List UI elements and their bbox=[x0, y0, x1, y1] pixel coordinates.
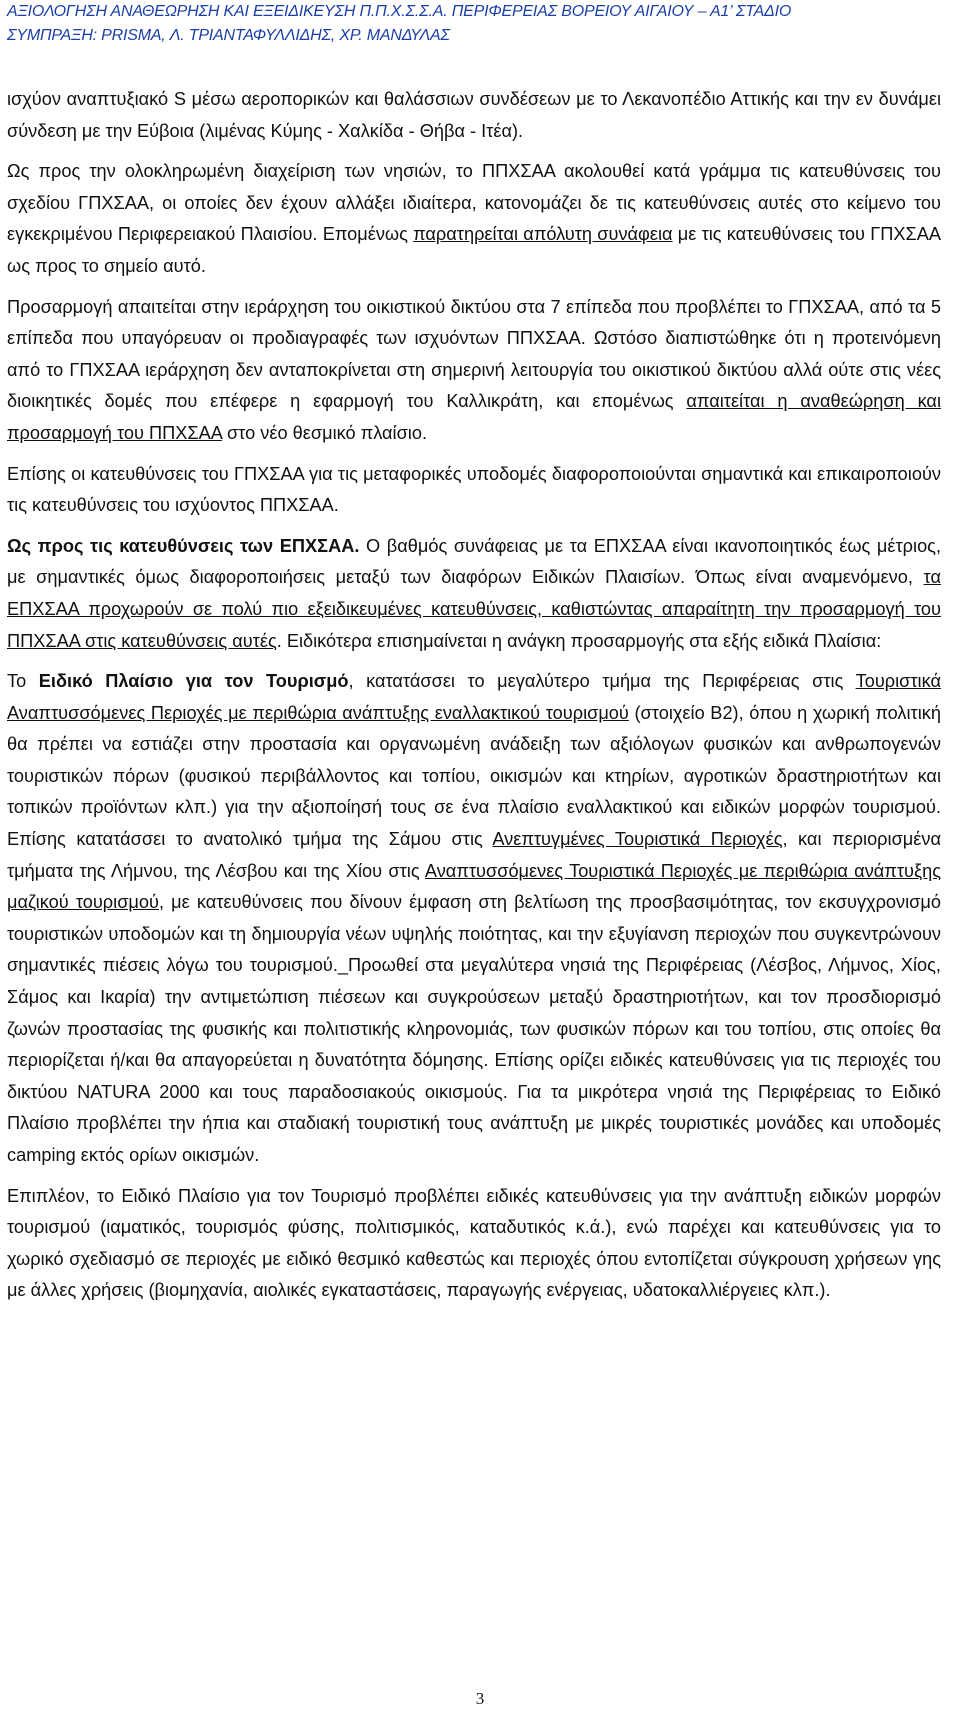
paragraph-text: στο νέο θεσμικό πλαίσιο. bbox=[221, 422, 428, 443]
paragraph-text: ισχύον αναπτυξιακό S μέσω αεροπορικών και θαλάσσιων συνδέσεων με το Λεκανοπέδιο Αττικής και την εν δυνάμει σύνδεση με την Εύβοια (λιμένας Κύμης - Χαλκίδα - Θήβα - Ιτέα). bbox=[7, 89, 941, 141]
paragraph bbox=[7, 156, 941, 282]
paragraph-text: . Ειδικότερα επισημαίνεται η ανάγκη προσαρμογής στα εξής ειδικά Πλαίσια: bbox=[276, 630, 882, 651]
underlined-text: Ανεπτυγμένες Τουριστικά Περιοχές bbox=[492, 829, 783, 850]
paragraph bbox=[7, 531, 941, 657]
paragraph-text: Ο βαθμός συνάφειας με τα ΕΠΧΣΑΑ είναι ικανοποιητικός έως μέτριος, με σημαντικές όμως διαφοροποιήσεις μεταξύ των διαφόρων Ειδικών Πλαισίων. Όπως είναι αναμενόμενο, bbox=[7, 535, 941, 588]
bold-heading-text: Ως προς τις κατευθύνσεις των ΕΠΧΣΑΑ. bbox=[7, 535, 360, 556]
bold-text: Ειδικό Πλαίσιο για τον Τουρισμό bbox=[38, 671, 349, 692]
paragraph bbox=[7, 459, 941, 522]
paragraph-text: με τις κατευθύνσεις του ΓΠΧΣΑΑ ως προς το σημείο αυτό. bbox=[7, 224, 941, 276]
header-subtitle: ΣΥΜΠΡΑΞΗ: PRISMA, Λ. ΤΡΙΑΝΤΑΦΥΛΛΙΔΗΣ, ΧΡ. ΜΑΝΔΥΛΑΣ bbox=[7, 27, 450, 44]
underlined-text: τα ΕΠΧΣΑΑ προχωρούν σε πολύ πιο εξειδικευμένες κατευθύνσεις, καθιστώντας απαραίτητη την προσαρμογή του ΠΠΧΣΑΑ στις κατευθύνσεις αυτές bbox=[7, 567, 941, 651]
paragraph-text: Προσαρμογή απαιτείται στην ιεράρχηση του οικιστικού δικτύου στα 7 επίπεδα που προβλέπει το ΓΠΧΣΑΑ, από τα 5 επίπεδα που υπαγόρευαν οι προδιαγραφές των ισχυόντων ΠΠΧΣΑΑ. Ωστόσο διαπιστώθηκε ότι η προτεινόμενη από το ΓΠΧΣΑΑ ιεράρχηση δεν ανταποκρίνεται στη σημερινή λειτουργία του οικιστικού δικτύου αλλά ούτε στις νέες διοικητικές δομές που επέφερε η εφαρμογή του Καλλικράτη, και επομένως bbox=[7, 296, 941, 412]
paragraph bbox=[7, 292, 941, 450]
page-header bbox=[0, 0, 960, 50]
header-title: ΑΞΙΟΛΟΓΗΣΗ ΑΝΑΘΕΩΡΗΣΗ ΚΑΙ ΕΞΕΙΔΙΚΕΥΣΗ Π.Π.Χ.Σ.Σ.Α. ΠΕΡΙΦΕΡΕΙΑΣ ΒΟΡΕΙΟΥ ΑΙΓΑΙΟΥ – Α1’ ΣΤΑΔΙΟ bbox=[7, 3, 792, 20]
paragraph bbox=[7, 1181, 941, 1307]
paragraph-text: Επίσης οι κατευθύνσεις του ΓΠΧΣΑΑ για τις μεταφορικές υποδομές διαφοροποιούνται σημαντικά και επικαιροποιούν τις κατευθύνσεις του ισχύοντος ΠΠΧΣΑΑ. bbox=[7, 463, 941, 516]
paragraph-text: Ως προς την ολοκληρωμένη διαχείριση των νησιών, το ΠΠΧΣΑΑ ακολουθεί κατά γράμμα τις κατευθύνσεις του σχεδίου ΓΠΧΣΑΑ, οι οποίες δεν έχουν αλλάξει ιδιαίτερα, κατονομάζει δε τις κατευθύνσεις αυτές στο κείμενο του εγκεκριμένου Περιφερειακού Πλαισίου. Επομένως bbox=[7, 161, 941, 245]
underlined-text: απαιτείται η αναθεώρηση και προσαρμογή του ΠΠΧΣΑΑ bbox=[7, 391, 941, 443]
paragraph bbox=[7, 666, 941, 1172]
paragraph bbox=[7, 84, 941, 147]
page-number: 3 bbox=[475, 1689, 485, 1708]
paragraph-text: (στοιχείο Β2), όπου η χωρική πολιτική θα πρέπει να εστιάζει στην προστασία και οργανωμένη ανάδειξη των αξιόλογων φυσικών και ανθρωπογενών τουριστικών πόρων (φυσικού περιβάλλοντος και τοπίου, οικισμών και κτηρίων, αγροτικών δραστηριοτήτων και τοπικών προϊόντων κλπ.) για την αξιοποίησή τους σε ένα πλαίσιο εναλλακτικού και ειδικών μορφών τουρισμού. Επίσης κατατάσσει το ανατολικό τμήμα της Σάμου στις bbox=[7, 702, 941, 850]
paragraph-text: Επιπλέον, το Ειδικό Πλαίσιο για τον Τουρισμό προβλέπει ειδικές κατευθύνσεις για την ανάπτυξη ειδικών μορφών τουρισμού (ιαματικός, τουρισμός φύσης, πολιτισμικός, καταδυτικός κ.ά.), ενώ παρέχει και κατευθύνσεις για το χωρικό σχεδιασμό σε περιοχές με ειδικό θεσμικό καθεστώς και περιοχές όπου εντοπίζεται σύγκρουση χρήσεων γης με άλλες χρήσεις (βιομηχανία, αιολικές εγκαταστάσεις, παραγωγής ενέργειας, υδατοκαλλιέργειες κλπ.). bbox=[7, 1185, 941, 1301]
underlined-text: Αναπτυσσόμενες Τουριστικά Περιοχές με περιθώρια ανάπτυξης μαζικού τουρισμού bbox=[7, 860, 942, 913]
paragraph-text: , με κατευθύνσεις που δίνουν έμφαση στη βελτίωση της προσβασιμότητας, τον εκσυγχρονισμό τουριστικών υποδομών και τη δημιουργία νέων υψηλής ποιότητας, και την εξυγίανση περιοχών που συγκεντρώνουν σημαντικές πιέσεις λόγω του τουρισμού._Προωθεί στα μεγαλύτερα νησιά της Περιφέρειας (Λέσβος, Λήμνος, Χίος, Σάμος και Ικαρία) την αντιμετώπιση πιέσεων και συγκρούσεων μεταξύ δραστηριοτήτων, και τον προσδιορισμό ζωνών προστασίας της φυσικής και πολιτιστικής κληρονομιάς, των φυσικών πόρων και του τοπίου, στις οποίες θα περιορίζεται ή/και θα απαγορεύεται η δυνατότητα δόμησης. Επίσης ορίζει ειδικές κατευθύνσεις για τις περιοχές του δικτύου NATURA 2000 και τους παραδοσιακούς οικισμούς. Για τα μικρότερα νησιά της Περιφέρειας το Ειδικό Πλαίσιο προβλέπει την ήπια και σταδιακή τουριστική τους ανάπτυξη με μικρές τουριστικές μονάδες και υποδομές camping εκτός ορίων οικισμών. bbox=[7, 892, 942, 1165]
paragraph-text: , κατατάσσει το μεγαλύτερο τμήμα της Περιφέρειας στις bbox=[348, 671, 856, 692]
underlined-text: παρατηρείται απόλυτη συνάφεια bbox=[413, 224, 673, 245]
document-body bbox=[7, 84, 941, 1316]
underlined-text: Τουριστικά Αναπτυσσόμενες Περιοχές με περιθώρια ανάπτυξης εναλλακτικού τουρισμού bbox=[7, 671, 941, 723]
paragraph-text: , και περιορισμένα τμήματα της Λήμνου, της Λέσβου και της Χίου στις bbox=[7, 829, 941, 881]
paragraph-text: Το bbox=[7, 671, 39, 692]
